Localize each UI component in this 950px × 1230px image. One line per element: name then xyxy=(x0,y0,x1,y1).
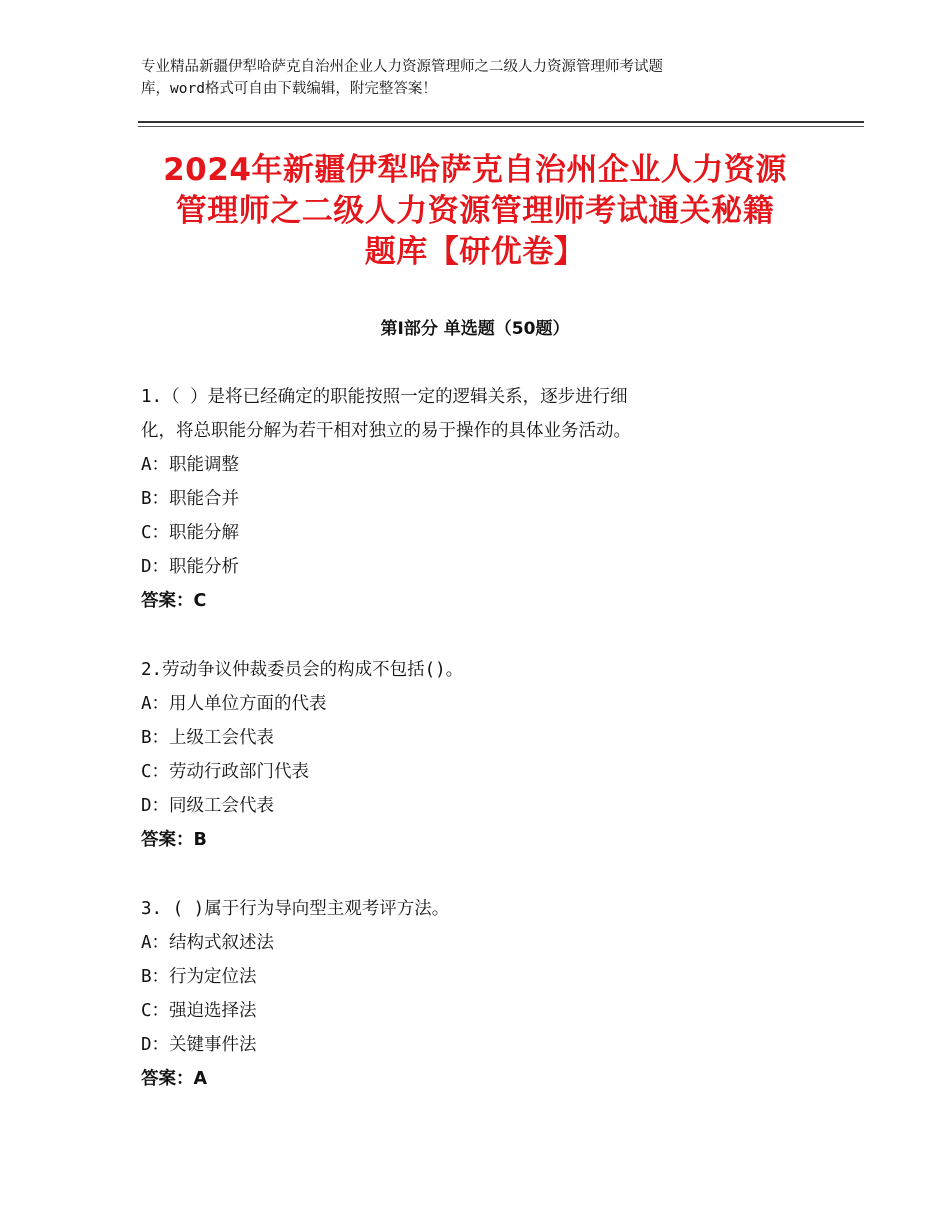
header-divider-thick xyxy=(138,121,864,123)
document-title-line: 管理师之二级人力资源管理师考试通关秘籍 xyxy=(175,193,775,229)
option-d: D：职能分析 xyxy=(141,557,240,577)
section-heading: 第Ⅰ部分 单选题（50题） xyxy=(380,319,570,339)
question-1 xyxy=(141,380,831,618)
question-2 xyxy=(141,653,831,857)
document-title-line: 2024年新疆伊犁哈萨克自治州企业人力资源 xyxy=(163,152,787,188)
option-a: A：职能调整 xyxy=(141,455,240,475)
option-b: B：上级工会代表 xyxy=(141,728,275,748)
header-note xyxy=(141,56,831,100)
option-a: A：结构式叙述法 xyxy=(141,933,275,953)
answer-label: 答案：A xyxy=(141,1069,208,1089)
option-d: D：关键事件法 xyxy=(141,1035,257,1055)
header-note-line: 专业精品新疆伊犁哈萨克自治州企业人力资源管理师之二级人力资源管理师考试题 xyxy=(141,59,663,75)
option-c: C：职能分解 xyxy=(141,523,240,543)
option-d: D：同级工会代表 xyxy=(141,796,275,816)
question-stem-line: 3. ( )属于行为导向型主观考评方法。 xyxy=(141,899,450,919)
question-stem-line: 2.劳动争议仲裁委员会的构成不包括()。 xyxy=(141,660,464,680)
question-stem-line: 1.（ ）是将已经确定的职能按照一定的逻辑关系，逐步进行细 xyxy=(141,387,628,407)
answer-label: 答案：B xyxy=(141,830,207,850)
option-a: A：用人单位方面的代表 xyxy=(141,694,327,714)
option-b: B：行为定位法 xyxy=(141,967,257,987)
option-c: C：劳动行政部门代表 xyxy=(141,762,310,782)
option-b: B：职能合并 xyxy=(141,489,240,509)
question-3 xyxy=(141,892,831,1096)
question-stem-line: 化，将总职能分解为若干相对独立的易于操作的具体业务活动。 xyxy=(141,421,631,441)
answer-label: 答案：C xyxy=(141,591,207,611)
header-divider-thin xyxy=(138,126,864,127)
option-c: C：强迫选择法 xyxy=(141,1001,257,1021)
document-title-line: 题库【研优卷】 xyxy=(364,234,586,270)
document-title xyxy=(130,150,820,273)
header-note-line: 库，word格式可自由下载编辑，附完整答案！ xyxy=(141,81,437,97)
